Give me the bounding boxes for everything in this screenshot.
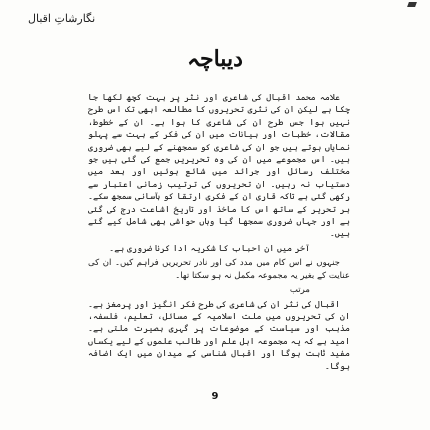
paragraph-4: مرتب (289, 285, 310, 296)
paragraph-1: علامہ محمد اقبال کی شاعری اور نثر پر بہت کچھ لکھا جا چکا ہے لیکن ان کی نثری تحریروں کا مطالعہ ابھی تک اس طرح نہیں ہوا جس طرح ان کی شاعری کا ہوا ہے۔ ان کے خطوط، مقالات، خطبات اور بیانات میں ان کی فکر کے بہت سے پہلو نمایاں ہوتے ہیں جو ان کی شاعری کو سمجھنے کے لیے بھی ضروری ہیں۔ اس مجموعے میں ان کی وہ تحریریں جمع کی گئی ہیں جو مختلف رسائل اور جرائد میں شائع ہوئیں اور بعد میں دستیاب نہ رہیں۔ ان تحریروں کی ترتیب زمانی اعتبار سے رکھی گئی ہے تاکہ قاری ان کے فکری ارتقا کو بآسانی سمجھ سکے۔ ہر تحریر کے ساتھ اس کا ماخذ اور تاریخ اشاعت درج کی گئی ہے اور جہاں ضروری سمجھا گیا وہاں حواشی بھی شامل کیے گئے ہیں۔ (88, 93, 350, 240)
body-text (88, 92, 350, 375)
running-header: نگارشاتِ اقبال (28, 12, 96, 25)
paragraph-2: آخر میں ان احباب کا شکریہ ادا کرنا ضروری ہے۔ (109, 243, 310, 254)
paragraph-3: جنہوں نے اس کام میں مدد کی اور نادر تحریریں فراہم کیں۔ ان کی عنایت کے بغیر یہ مجموعہ مکمل نہ ہو سکتا تھا۔ (88, 258, 350, 281)
corner-mark (407, 2, 417, 7)
paragraph-5: اقبال کی نثر ان کی شاعری کی طرح فکر انگیز اور پرمغز ہے۔ ان کی تحریروں میں ملت اسلامیہ کے مسائل، تعلیم، فلسفہ، مذہب اور سیاست کے موضوعات پر گہری بصیرت ملتی ہے۔ امید ہے کہ یہ مجموعہ اہل علم اور طالب علموں کے لیے یکساں مفید ثابت ہوگا اور اقبال شناسی کے میدان میں ایک اضافہ ہوگا۔ (88, 299, 350, 372)
page-title: دیباچہ (187, 46, 243, 72)
page-number: 9 (211, 391, 219, 402)
